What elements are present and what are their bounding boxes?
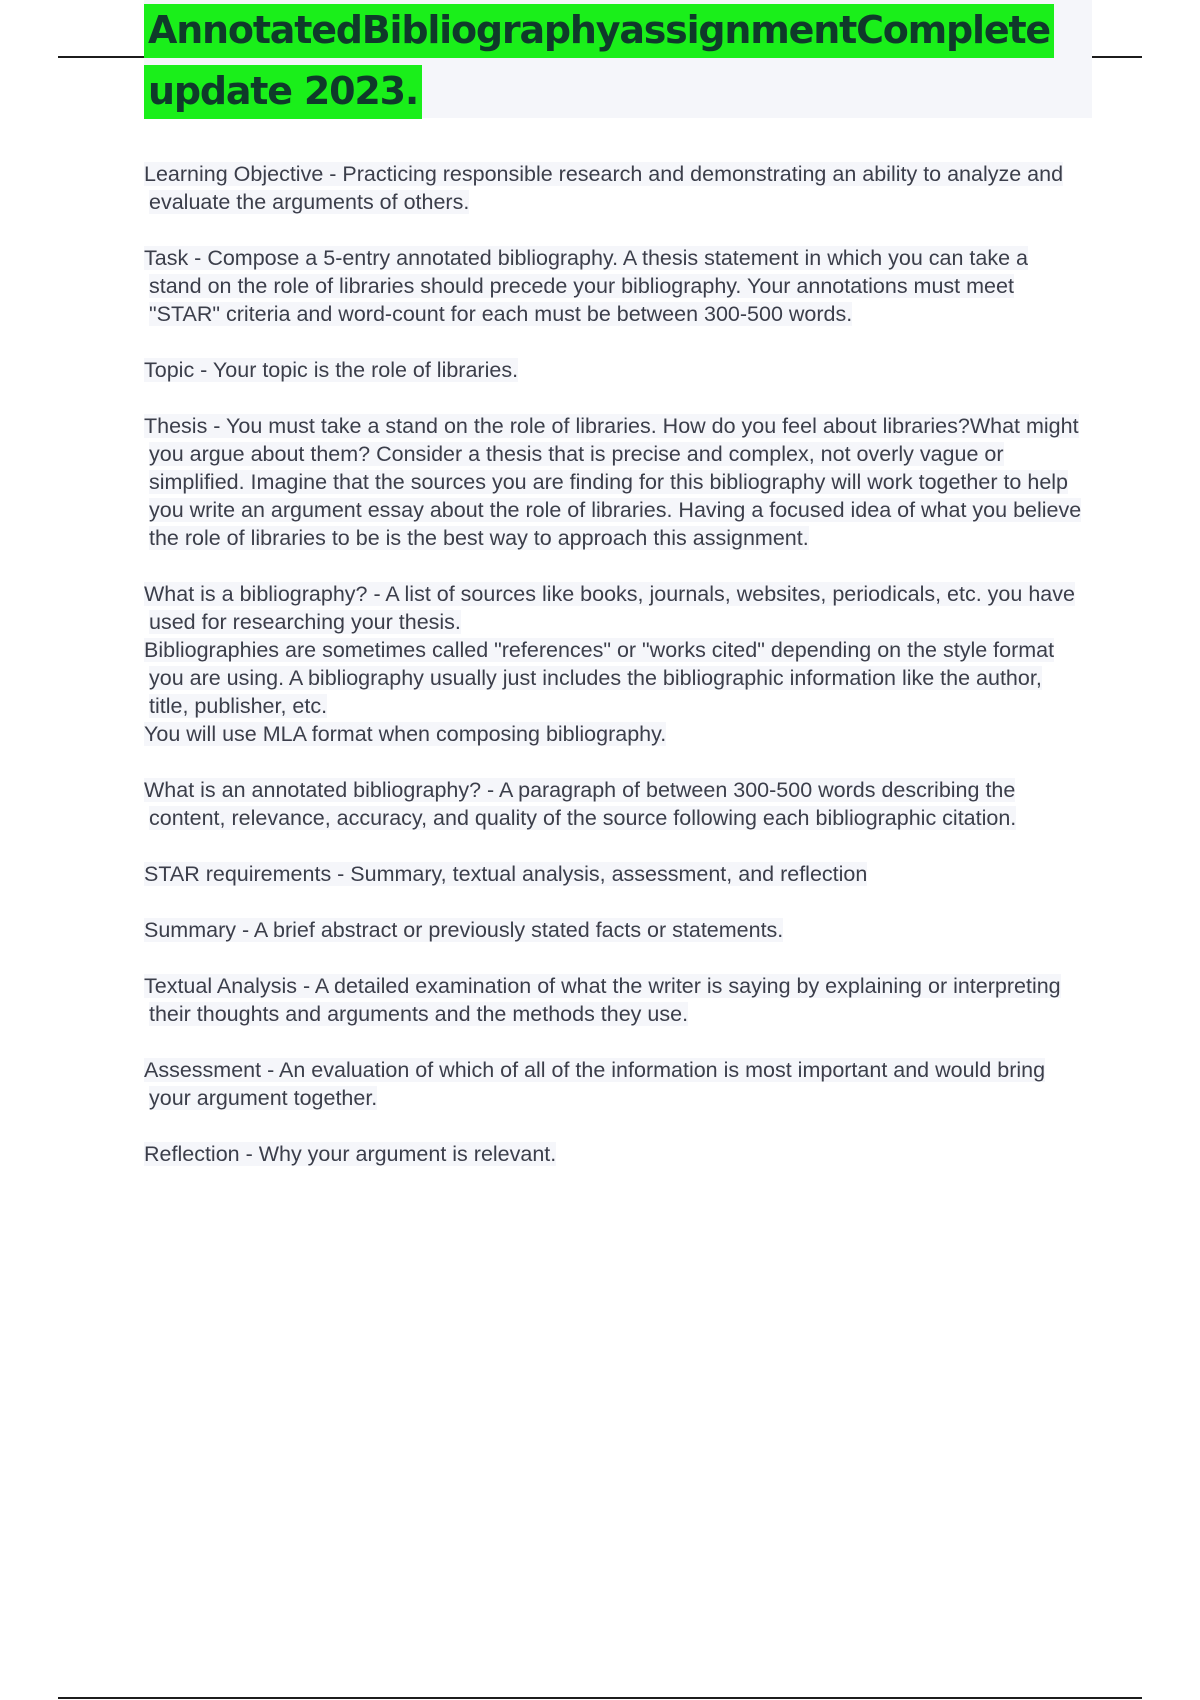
section [144, 1140, 1084, 1168]
section-paragraph [144, 244, 1084, 328]
title-line-2: update 2023. [144, 65, 422, 119]
paragraph-text: Thesis - You must take a stand on the role of libraries. How do you feel about libraries?What might you argue about them? Consider a thesis that is precise and complex, not overly vague or simplified. Imagine that the sources you are finding for this bibliography will work together to help you write an argument essay about the role of libraries. Having a focused idea of what you believe the role of libraries to be is the best way to approach this assignment. [144, 414, 1082, 550]
paragraph-text: Bibliographies are sometimes called "references" or "works cited" depending on the style format you are using. A bibliography usually just includes the bibliographic information like the author, title, publisher, etc. [144, 638, 1055, 718]
section [144, 860, 1084, 888]
paragraph-text: Reflection - Why your argument is relevant. [144, 1142, 557, 1166]
section-paragraph [144, 412, 1084, 552]
paragraph-text: What is an annotated bibliography? - A paragraph of between 300-500 words describing the content, relevance, accuracy, and quality of the source following each bibliographic citation. [144, 778, 1017, 830]
section-paragraph [144, 160, 1084, 216]
section [144, 160, 1084, 216]
paragraph-text: Learning Objective - Practicing responsible research and demonstrating an ability to analyze and evaluate the arguments of others. [144, 162, 1064, 214]
section-paragraph [144, 636, 1084, 720]
section [144, 972, 1084, 1028]
paragraph-text: What is a bibliography? - A list of sources like books, journals, websites, periodicals, etc. you have used for researching your thesis. [144, 582, 1075, 634]
paragraph-text: You will use MLA format when composing bibliography. [144, 722, 667, 746]
section [144, 244, 1084, 328]
section-paragraph [144, 776, 1084, 832]
section-paragraph [144, 356, 1084, 384]
section-paragraph [144, 972, 1084, 1028]
paragraph-text: Topic - Your topic is the role of libraries. [144, 358, 519, 382]
section [144, 1056, 1084, 1112]
section [144, 580, 1084, 748]
section [144, 412, 1084, 552]
paragraph-text: Task - Compose a 5-entry annotated bibliography. A thesis statement in which you can take a stand on the role of libraries should precede your bibliography. Your annotations must meet "STAR" criteria and word-count for each must be between 300-500 words. [144, 246, 1028, 326]
section-paragraph [144, 1056, 1084, 1112]
title-line-1: AnnotatedBibliographyassignmentComplete [144, 4, 1054, 58]
paragraph-text: Textual Analysis - A detailed examination of what the writer is saying by explaining or interpreting their thoughts and arguments and the methods they use. [144, 974, 1061, 1026]
section-paragraph [144, 1140, 1084, 1168]
section-paragraph [144, 580, 1084, 636]
section-paragraph [144, 916, 1084, 944]
paragraph-text: STAR requirements - Summary, textual analysis, assessment, and reflection [144, 862, 868, 886]
section-paragraph [144, 860, 1084, 888]
footer-rule [58, 1697, 1142, 1699]
paragraph-text: Summary - A brief abstract or previously stated facts or statements. [144, 918, 784, 942]
section [144, 776, 1084, 832]
document-body [144, 160, 1084, 1196]
header-rule-left [58, 56, 144, 58]
section-paragraph [144, 720, 1084, 748]
section [144, 356, 1084, 384]
paragraph-text: Assessment - An evaluation of which of all of the information is most important and would bring your argument together. [144, 1058, 1046, 1110]
section [144, 916, 1084, 944]
document-title [144, 0, 1074, 122]
header-rule-right [1092, 56, 1142, 58]
